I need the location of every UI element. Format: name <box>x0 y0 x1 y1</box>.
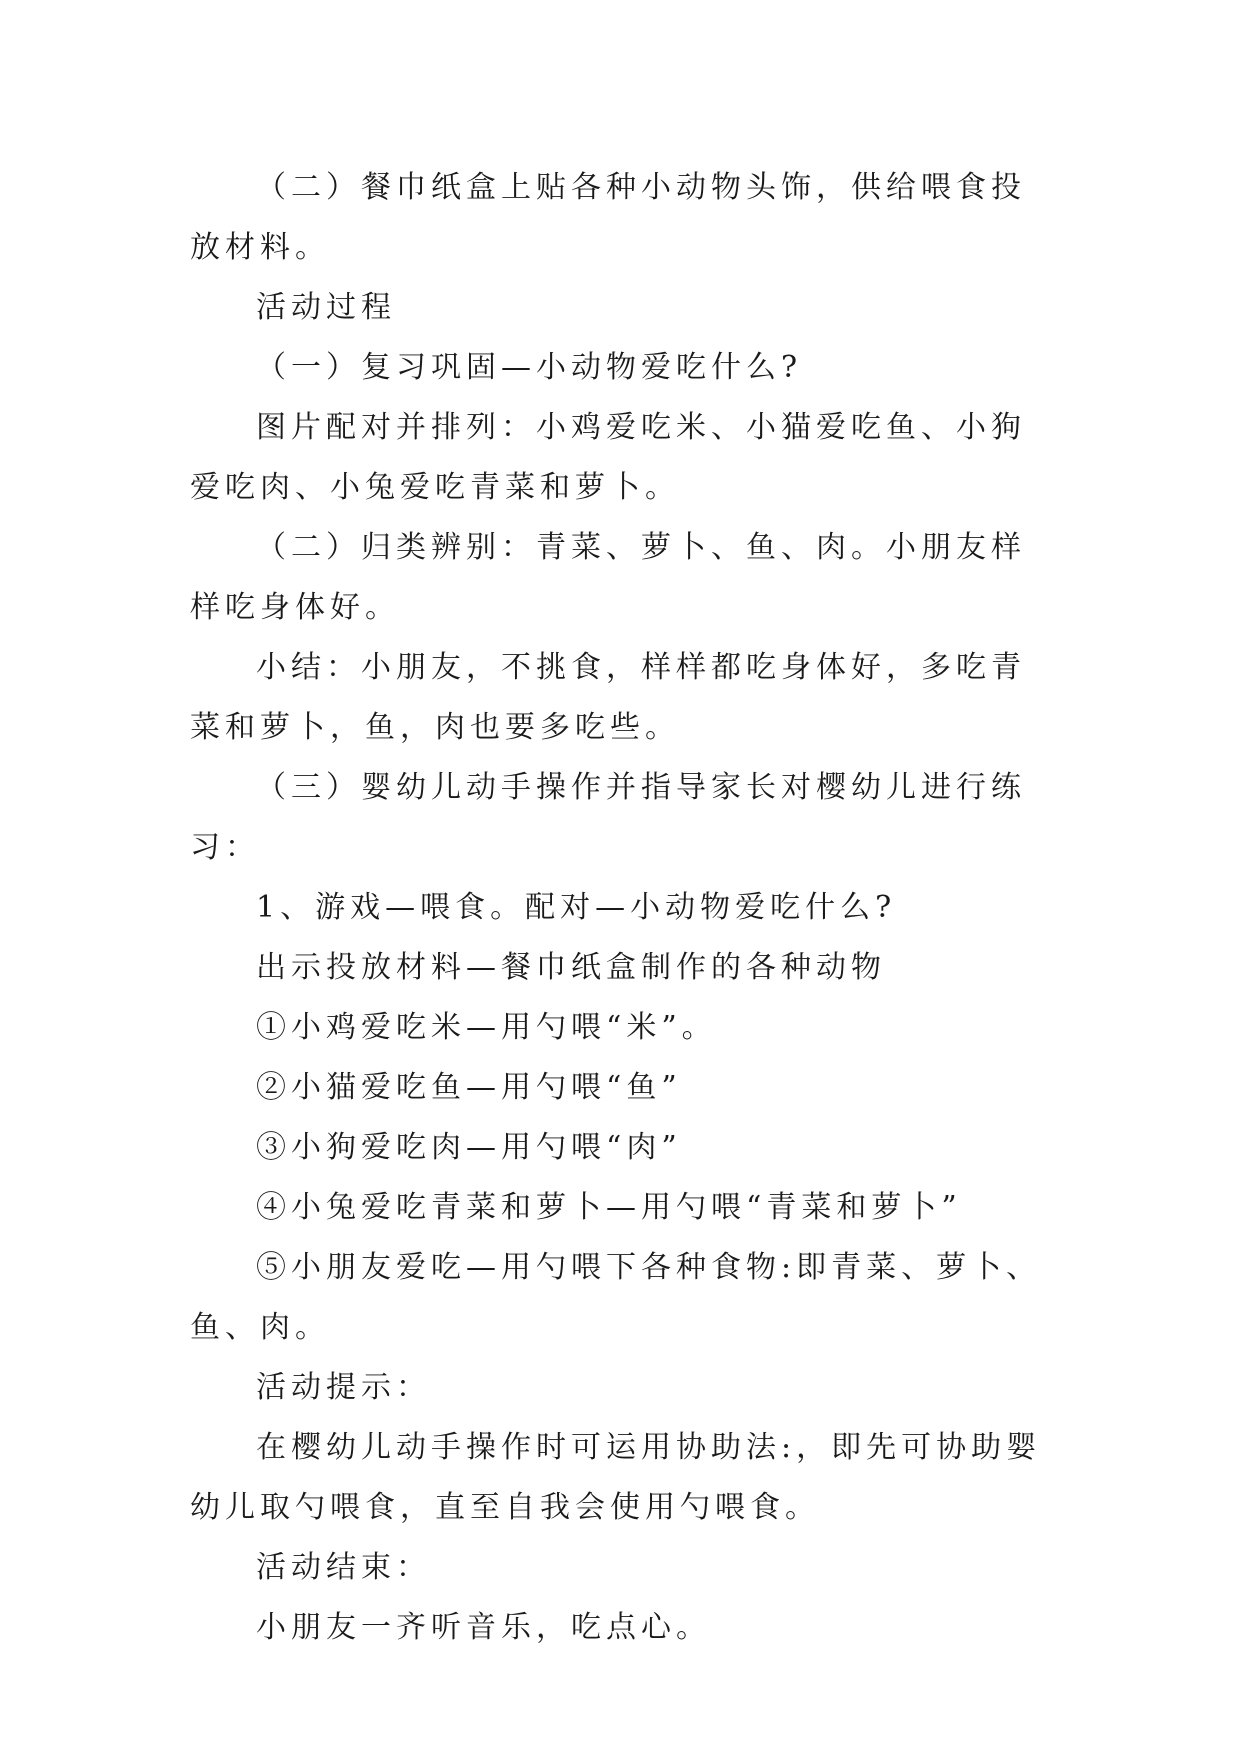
heading-activity-tips: 活动提示： <box>256 1370 431 1405</box>
paragraph-tips: 在樱幼儿动手操作时可运用协助法:，即先可协助婴幼儿取勺喂食，直至自我会使用勺喂食。 <box>190 1430 1042 1525</box>
heading-activity-end: 活动结束： <box>256 1550 431 1585</box>
paragraph-summary: 小结：小朋友，不挑食，样样都吃身体好，多吃青菜和萝卜，鱼，肉也要多吃些。 <box>190 650 1026 745</box>
list-item-kids: ⑤小朋友爱吃—用勺喂下各种食物:即青菜、萝卜、鱼、肉。 <box>190 1250 1042 1345</box>
heading-activity-process: 活动过程 <box>256 290 396 325</box>
list-item-dog: ③小狗爱吃肉—用勺喂“肉” <box>256 1130 682 1165</box>
paragraph-materials-2: （二）餐巾纸盒上贴各种小动物头饰，供给喂食投放材料。 <box>190 170 1026 265</box>
paragraph-step-1: （一）复习巩固—小动物爱吃什么? <box>256 350 803 385</box>
paragraph-step-3: （三）婴幼儿动手操作并指导家长对樱幼儿进行练习： <box>190 770 1026 865</box>
paragraph-ending: 小朋友一齐听音乐，吃点心。 <box>256 1610 711 1645</box>
list-item-chick: ①小鸡爱吃米—用勺喂“米”。 <box>256 1010 717 1045</box>
paragraph-show-materials: 出示投放材料—餐巾纸盒制作的各种动物 <box>256 950 886 985</box>
paragraph-game-feeding: 1、游戏—喂食。配对—小动物爱吃什么? <box>256 890 897 925</box>
document-body <box>190 158 1052 1658</box>
paragraph-step-2: （二）归类辨别：青菜、萝卜、鱼、肉。小朋友样样吃身体好。 <box>190 530 1026 625</box>
paragraph-picture-matching: 图片配对并排列：小鸡爱吃米、小猫爱吃鱼、小狗爱吃肉、小兔爱吃青菜和萝卜。 <box>190 410 1026 505</box>
list-item-cat: ②小猫爱吃鱼—用勺喂“鱼” <box>256 1070 682 1105</box>
list-item-rabbit: ④小兔爱吃青菜和萝卜—用勺喂“青菜和萝卜” <box>256 1190 962 1225</box>
